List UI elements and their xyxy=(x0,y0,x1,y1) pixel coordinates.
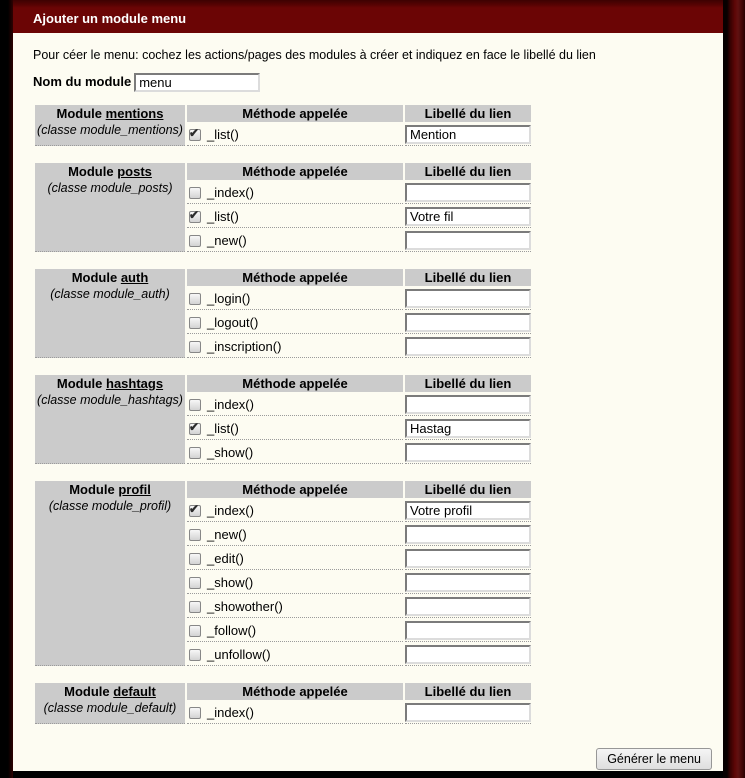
method-name: _inscription() xyxy=(207,339,282,354)
module-name: profil xyxy=(118,482,151,497)
module-header-row xyxy=(35,105,531,122)
module-title xyxy=(35,270,185,286)
column-header-link-label: Libellé du lien xyxy=(405,105,531,122)
module-word: Module xyxy=(69,482,115,497)
method-cell xyxy=(187,288,403,310)
link-label-cell xyxy=(405,182,531,204)
module-word: Module xyxy=(64,684,110,699)
column-header-method: Méthode appelée xyxy=(187,105,403,122)
method-cell xyxy=(187,572,403,594)
link-label-cell xyxy=(405,312,531,334)
page-background-right xyxy=(723,0,745,778)
module-header-row xyxy=(35,163,531,180)
module-info-cell xyxy=(35,481,185,666)
method-checkbox[interactable] xyxy=(189,399,201,411)
method-cell xyxy=(187,524,403,546)
column-header-method: Méthode appelée xyxy=(187,269,403,286)
method-cell xyxy=(187,644,403,666)
module-header-row xyxy=(35,269,531,286)
module-name: hashtags xyxy=(106,376,164,391)
module-word: Module xyxy=(56,376,103,391)
method-cell xyxy=(187,500,403,522)
method-name: _showother() xyxy=(207,599,283,614)
content-panel xyxy=(13,0,723,771)
method-cell xyxy=(187,182,403,204)
method-checkbox[interactable] xyxy=(189,625,201,637)
module-class-label: (classe module_auth) xyxy=(50,287,170,301)
link-label-input[interactable] xyxy=(405,573,531,592)
link-label-input[interactable] xyxy=(405,231,531,250)
link-label-cell xyxy=(405,596,531,618)
method-cell xyxy=(187,548,403,570)
module-table-hashtags xyxy=(33,373,533,466)
method-name: _show() xyxy=(207,575,254,590)
module-info-cell xyxy=(35,683,185,724)
module-title xyxy=(35,482,185,498)
method-name: _index() xyxy=(207,705,254,720)
module-title xyxy=(35,164,185,180)
link-label-input[interactable] xyxy=(405,395,531,414)
method-checkbox[interactable] xyxy=(189,293,201,305)
method-cell xyxy=(187,620,403,642)
column-header-link-label: Libellé du lien xyxy=(405,683,531,700)
method-name: _edit() xyxy=(207,551,244,566)
method-name: _follow() xyxy=(207,623,257,638)
link-label-cell xyxy=(405,620,531,642)
method-name: _index() xyxy=(207,185,254,200)
module-name: auth xyxy=(120,270,149,285)
module-table-auth xyxy=(33,267,533,360)
module-title xyxy=(35,106,185,122)
method-checkbox[interactable] xyxy=(189,187,201,199)
method-name: _index() xyxy=(207,397,254,412)
page-background-left xyxy=(0,0,13,778)
module-word: Module xyxy=(71,270,118,285)
link-label-cell xyxy=(405,548,531,570)
method-checkbox[interactable] xyxy=(189,529,201,541)
method-cell xyxy=(187,206,403,228)
method-cell xyxy=(187,230,403,252)
column-header-link-label: Libellé du lien xyxy=(405,269,531,286)
method-checkbox[interactable] xyxy=(189,505,201,517)
link-label-input[interactable] xyxy=(405,183,531,202)
module-info-cell xyxy=(35,375,185,464)
link-label-input[interactable] xyxy=(405,337,531,356)
method-checkbox[interactable] xyxy=(189,341,201,353)
method-checkbox[interactable] xyxy=(189,707,201,719)
module-name-label: Nom du module xyxy=(33,73,132,89)
link-label-cell xyxy=(405,702,531,724)
method-name: _login() xyxy=(207,291,251,306)
method-checkbox[interactable] xyxy=(189,601,201,613)
module-class-label: (classe module_mentions) xyxy=(37,123,183,137)
method-checkbox[interactable] xyxy=(189,553,201,565)
method-name: _list() xyxy=(207,209,239,224)
column-header-method: Méthode appelée xyxy=(187,481,403,498)
module-name: mentions xyxy=(105,106,164,121)
link-label-input[interactable] xyxy=(405,501,531,520)
column-header-link-label: Libellé du lien xyxy=(405,163,531,180)
link-label-cell xyxy=(405,288,531,310)
link-label-cell xyxy=(405,418,531,440)
main-content xyxy=(13,48,723,726)
link-label-cell xyxy=(405,500,531,522)
link-label-input[interactable] xyxy=(405,703,531,722)
link-label-cell xyxy=(405,336,531,358)
module-header-row xyxy=(35,481,531,498)
module-table-mentions xyxy=(33,103,533,148)
column-header-method: Méthode appelée xyxy=(187,375,403,392)
method-name: _unfollow() xyxy=(207,647,271,662)
method-checkbox[interactable] xyxy=(189,649,201,661)
method-cell xyxy=(187,312,403,334)
page-title: Ajouter un module menu xyxy=(13,0,723,33)
method-cell xyxy=(187,702,403,724)
module-class-label: (classe module_posts) xyxy=(47,181,173,195)
method-checkbox[interactable] xyxy=(189,423,201,435)
module-tables xyxy=(33,103,703,726)
module-name-row xyxy=(33,73,703,92)
link-label-cell xyxy=(405,206,531,228)
module-class-label: (classe module_profil) xyxy=(48,499,172,513)
method-name: _list() xyxy=(207,127,239,142)
column-header-method: Méthode appelée xyxy=(187,163,403,180)
module-title xyxy=(35,684,185,700)
method-name: _logout() xyxy=(207,315,259,330)
generate-menu-button[interactable]: Générer le menu xyxy=(596,748,712,770)
method-name: _show() xyxy=(207,445,254,460)
link-label-input[interactable] xyxy=(405,443,531,462)
module-header-row xyxy=(35,375,531,392)
method-name: _list() xyxy=(207,421,239,436)
module-table-default xyxy=(33,681,533,726)
link-label-cell xyxy=(405,524,531,546)
link-label-input[interactable] xyxy=(405,525,531,544)
method-name: _new() xyxy=(207,233,247,248)
link-label-input[interactable] xyxy=(405,549,531,568)
method-checkbox[interactable] xyxy=(189,211,201,223)
module-table-posts xyxy=(33,161,533,254)
link-label-cell xyxy=(405,442,531,464)
column-header-link-label: Libellé du lien xyxy=(405,375,531,392)
link-label-input[interactable] xyxy=(405,125,531,144)
method-checkbox[interactable] xyxy=(189,235,201,247)
link-label-input[interactable] xyxy=(405,597,531,616)
module-info-cell xyxy=(35,105,185,146)
method-checkbox[interactable] xyxy=(189,129,201,141)
link-label-cell xyxy=(405,394,531,416)
module-name: posts xyxy=(117,164,152,179)
module-table-profil xyxy=(33,479,533,668)
module-word: Module xyxy=(56,106,103,121)
method-cell xyxy=(187,394,403,416)
link-label-input[interactable] xyxy=(405,419,531,438)
link-label-cell xyxy=(405,644,531,666)
module-class-label: (classe module_default) xyxy=(43,701,177,715)
method-cell xyxy=(187,124,403,146)
module-name: default xyxy=(113,684,156,699)
method-checkbox[interactable] xyxy=(189,317,201,329)
module-class-label: (classe module_hashtags) xyxy=(37,393,183,407)
method-checkbox[interactable] xyxy=(189,447,201,459)
module-info-cell xyxy=(35,269,185,358)
link-label-cell xyxy=(405,124,531,146)
module-title xyxy=(35,376,185,392)
instructions-text: Pour céer le menu: cochez les actions/pages des modules à créer et indiquez en face le libellé du lien xyxy=(33,48,596,62)
link-label-input[interactable] xyxy=(405,289,531,308)
module-name-input[interactable] xyxy=(134,73,260,92)
method-name: _new() xyxy=(207,527,247,542)
link-label-cell xyxy=(405,572,531,594)
method-checkbox[interactable] xyxy=(189,577,201,589)
method-cell xyxy=(187,336,403,358)
method-cell xyxy=(187,596,403,618)
module-word: Module xyxy=(68,164,114,179)
link-label-input[interactable] xyxy=(405,621,531,640)
column-header-link-label: Libellé du lien xyxy=(405,481,531,498)
module-info-cell xyxy=(35,163,185,252)
link-label-input[interactable] xyxy=(405,313,531,332)
link-label-input[interactable] xyxy=(405,207,531,226)
link-label-cell xyxy=(405,230,531,252)
link-label-input[interactable] xyxy=(405,645,531,664)
module-header-row xyxy=(35,683,531,700)
method-cell xyxy=(187,418,403,440)
method-name: _index() xyxy=(207,503,254,518)
column-header-method: Méthode appelée xyxy=(187,683,403,700)
method-cell xyxy=(187,442,403,464)
